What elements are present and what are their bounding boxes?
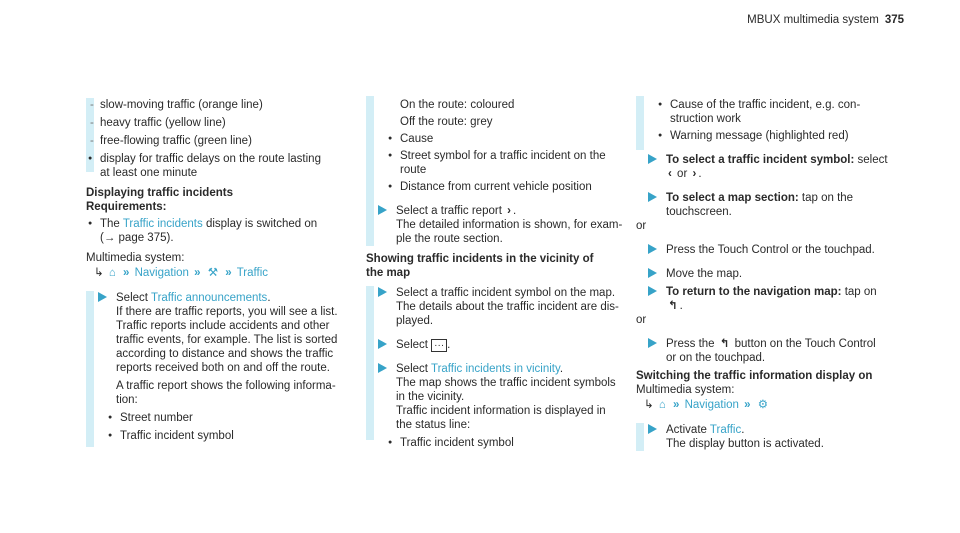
step-arrow-icon [648,424,657,434]
section-heading: Displaying traffic incidents [86,187,233,199]
menu-path [636,397,894,413]
path-navigation[interactable]: Navigation [134,267,189,279]
section-heading: Switching the traffic information display on [636,370,873,382]
path-navigation[interactable]: Navigation [684,399,739,411]
chevron-right-icon: › [507,205,511,217]
step-select-more: Select ··· . [366,338,622,352]
chevron-double-right-icon: » [123,267,130,279]
step-press-back-button: Press the ↰ button on the Touch Control [636,337,894,351]
step-arrow-icon [648,192,657,202]
page-header [747,14,904,26]
chevron-double-right-icon: » [744,399,751,411]
chevron-double-right-icon: » [673,399,680,411]
section-heading: Showing traffic incidents in the vicinity of [366,253,594,265]
sub-item: ● Street number [86,411,348,425]
chevron-right-icon: › [692,168,697,180]
page-number: 375 [884,14,904,26]
dash-item: - heavy traffic (yellow line) [86,116,348,130]
list-item: ● Street symbol for a traffic incident on the [366,149,622,163]
step-arrow-icon [648,286,657,296]
multimedia-system-label: Multimedia system: [636,384,735,396]
home-icon: ⌂ [658,399,666,411]
list-item: ● Cause of the traffic incident, e.g. con- [636,98,894,112]
list-item: ● Cause [366,132,622,146]
chevron-left-icon: ‹ [668,168,672,180]
chevron-double-right-icon: » [225,267,232,279]
multimedia-system-label: Multimedia system: [86,252,185,264]
step-select-section: To select a map section: tap on the [636,191,894,205]
step-arrow-icon [378,287,387,297]
path-traffic[interactable]: Traffic [236,267,268,279]
column-3: ● Cause of the traffic incident, e.g. con- struction work ● Warning message (highlighted red) To select a traffic incident symbol: select ‹ or › . To select a map section: tap on the touchscreen. or Press the Touch Control or the touchpad. Move the map. To return to the navigation map: tap on ↰ . or Press the ↰ button on the Touch Control or on the touchpad. Switching the traffic information display on Multimedia system: ↳ ⌂ » Navigation » ⚙ Activate Traffic. The display button is activated. [636,98,894,451]
step-arrow-icon [648,338,657,348]
or-separator: or [636,314,647,326]
or-separator: or [636,220,647,232]
home-icon: ⌂ [108,267,116,279]
tools-icon: ⚒ [207,267,219,279]
step-select-vicinity: Select Traffic incidents in vicinity. [366,362,622,376]
step-select-report: Select a traffic report › . [366,204,622,218]
dash-item: - free-flowing traffic (green line) [86,134,348,148]
chevron-double-right-icon: » [194,267,201,279]
requirement-item: ● The Traffic incidents display is switched on [86,217,348,231]
path-arrow-icon: ↳ [94,267,104,279]
step-arrow-icon [648,244,657,254]
dash-item: - slow-moving traffic (orange line) [86,98,348,112]
column-2: On the route: coloured Off the route: grey ● Cause ● Street symbol for a traffic incident on the route ● Distance from current vehicle position Select a traffic report › . The detailed information is shown, for exam- ple the route section. Showing traffic incidents in the vicinity of the map Select a traffic incident symbol on the map. The details about the traffic incident are dis- played. Select ··· . Select Traffic incidents in vicinity. The map shows the traffic incident symbols in the vicinity. Traffic incident information is displayed in the status line: ● Traffic incident symbol [366,98,622,450]
traffic-link[interactable]: Traffic [709,424,742,436]
manual-title: MBUX multimedia system [747,14,879,26]
back-arrow-icon: ↰ [719,338,730,350]
step-move-map: Move the map. [636,267,894,281]
step-arrow-icon [648,268,657,278]
step-arrow-icon [378,205,387,215]
step-select-symbol: Select a traffic incident symbol on the map. [366,286,622,300]
sub-item: ● Traffic incident symbol [366,436,622,450]
settings-icon: ⚙ [757,399,769,411]
sub-item: ● Traffic incident symbol [86,429,348,443]
step-arrow-icon [378,339,387,349]
back-arrow-icon: ↰ [668,300,678,312]
list-item: ● Distance from current vehicle position [366,180,622,194]
traffic-announcements-link[interactable]: Traffic announcements [150,292,268,304]
list-item-cont: at least one minute [100,167,198,179]
list-item: ● Warning message (highlighted red) [636,129,894,143]
traffic-incidents-vicinity-link[interactable]: Traffic incidents in vicinity [430,363,560,375]
step-arrow-icon [378,363,387,373]
step-return-to-map: To return to the navigation map: tap on [636,285,894,299]
page-reference: (→ page 375). [100,232,174,244]
list-item: ● display for traffic delays on the route lasting [86,152,348,166]
step-arrow-icon [98,292,107,302]
step-select-announcements: Select Traffic announcements. [86,291,348,305]
menu-path [86,265,348,281]
step-activate-traffic: Activate Traffic. [636,423,894,437]
path-arrow-icon: ↳ [644,399,654,411]
step-arrow-icon [648,154,657,164]
requirements-label: Requirements: [86,201,167,213]
traffic-incidents-link[interactable]: Traffic incidents [122,218,203,230]
step-press-touch-control: Press the Touch Control or the touchpad. [636,243,894,257]
column-1: - slow-moving traffic (orange line) - heavy traffic (yellow line) - free-flowing traffic (green line) ● display for traffic delays on the route lasting at least one minute Displaying traffic incidents Requirements: ● The Traffic incidents display is switched on (→ page 375). Multimedia system: ↳ ⌂ » Navigation » ⚒ » Traffic Select Traffic announcements. If there are traffic reports, you will see a list. Traffic reports include accidents and other traffic events, for example. The list is sorted according to distance and shows the traffic reports received both on and off the route. A traffic report shows the following informa- tion: ● Street number ● Traffic incident symbol [86,98,348,443]
more-options-icon: ··· [431,339,447,352]
section-heading-cont: the map [366,267,411,279]
step-select-symbol: To select a traffic incident symbol: select [636,153,894,167]
